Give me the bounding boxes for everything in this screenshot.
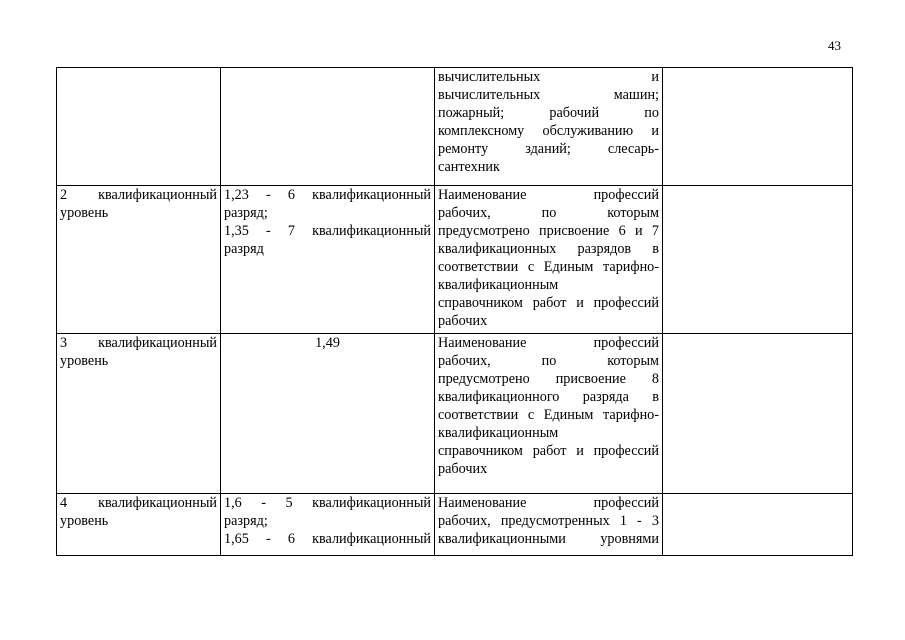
text-line: 2 квалификационный	[60, 187, 217, 203]
text-line: квалификационных разрядов в	[438, 241, 659, 257]
text-line: справочником работ и профессий	[438, 295, 659, 311]
text-line: квалификационным	[438, 425, 559, 441]
coefficient-cell	[221, 68, 435, 186]
text-line: рабочих, по которым	[438, 205, 659, 221]
text-line: Наименование профессий	[438, 335, 659, 351]
text-line: сантехник	[438, 159, 500, 175]
text-line: 1,35 - 7 квалификационный	[224, 223, 431, 239]
profession-description-cell	[435, 68, 663, 186]
text-line: рабочих	[438, 461, 488, 477]
text-line: предусмотрено присвоение 6 и 7	[438, 223, 659, 239]
table-row	[57, 494, 853, 556]
qualification-table	[56, 67, 853, 556]
text-line: квалификационными уровнями	[438, 531, 659, 547]
text-line: уровень	[60, 513, 109, 529]
table-row	[57, 334, 853, 494]
text-line: уровень	[60, 353, 109, 369]
text-line: 3 квалификационный	[60, 335, 217, 351]
text-line: комплексному обслуживанию и	[438, 123, 659, 139]
text-line: предусмотрено присвоение 8	[438, 371, 659, 387]
text-line: 4 квалификационный	[60, 495, 217, 511]
coefficient-cell	[221, 186, 435, 334]
coefficient-cell	[221, 334, 435, 494]
text-line: 1,6 - 5 квалификационный	[224, 495, 431, 511]
text-line: соответствии с Единым тарифно-	[438, 407, 659, 423]
table-row	[57, 186, 853, 334]
text-line: разряд;	[224, 205, 268, 221]
text-line: пожарный; рабочий по	[438, 105, 659, 121]
text-line: уровень	[60, 205, 109, 221]
profession-description-cell	[435, 186, 663, 334]
text-line: разряд;	[224, 513, 268, 529]
text-line: рабочих	[438, 313, 488, 329]
qualification-level-cell	[57, 186, 221, 334]
qualification-level-cell	[57, 494, 221, 556]
qualification-level-cell	[57, 334, 221, 494]
profession-description-cell	[435, 334, 663, 494]
text-line: справочником работ и профессий	[438, 443, 659, 459]
text-line: рабочих, предусмотренных 1 - 3	[438, 513, 659, 529]
text-line: Наименование профессий	[438, 187, 659, 203]
empty-cell	[663, 334, 853, 494]
text-line: 1,23 - 6 квалификационный	[224, 187, 431, 203]
text-line: 1,65 - 6 квалификационный	[224, 531, 431, 547]
text-line: вычислительных машин;	[438, 87, 659, 103]
table-row	[57, 68, 853, 186]
text-line: вычислительных и	[438, 69, 659, 85]
empty-cell	[663, 494, 853, 556]
page-number: 43	[828, 38, 841, 53]
coefficient-cell	[221, 494, 435, 556]
profession-description-cell	[435, 494, 663, 556]
text-line: соответствии с Единым тарифно-	[438, 259, 659, 275]
text-line: ремонту зданий; слесарь-	[438, 141, 659, 157]
coefficient-value: 1,49	[315, 335, 340, 351]
text-line: разряд	[224, 241, 264, 257]
text-line: квалификационным	[438, 277, 559, 293]
empty-cell	[663, 186, 853, 334]
qualification-level-cell	[57, 68, 221, 186]
text-line: Наименование профессий	[438, 495, 659, 511]
text-line: рабочих, по которым	[438, 353, 659, 369]
text-line: квалификационного разряда в	[438, 389, 659, 405]
empty-cell	[663, 68, 853, 186]
